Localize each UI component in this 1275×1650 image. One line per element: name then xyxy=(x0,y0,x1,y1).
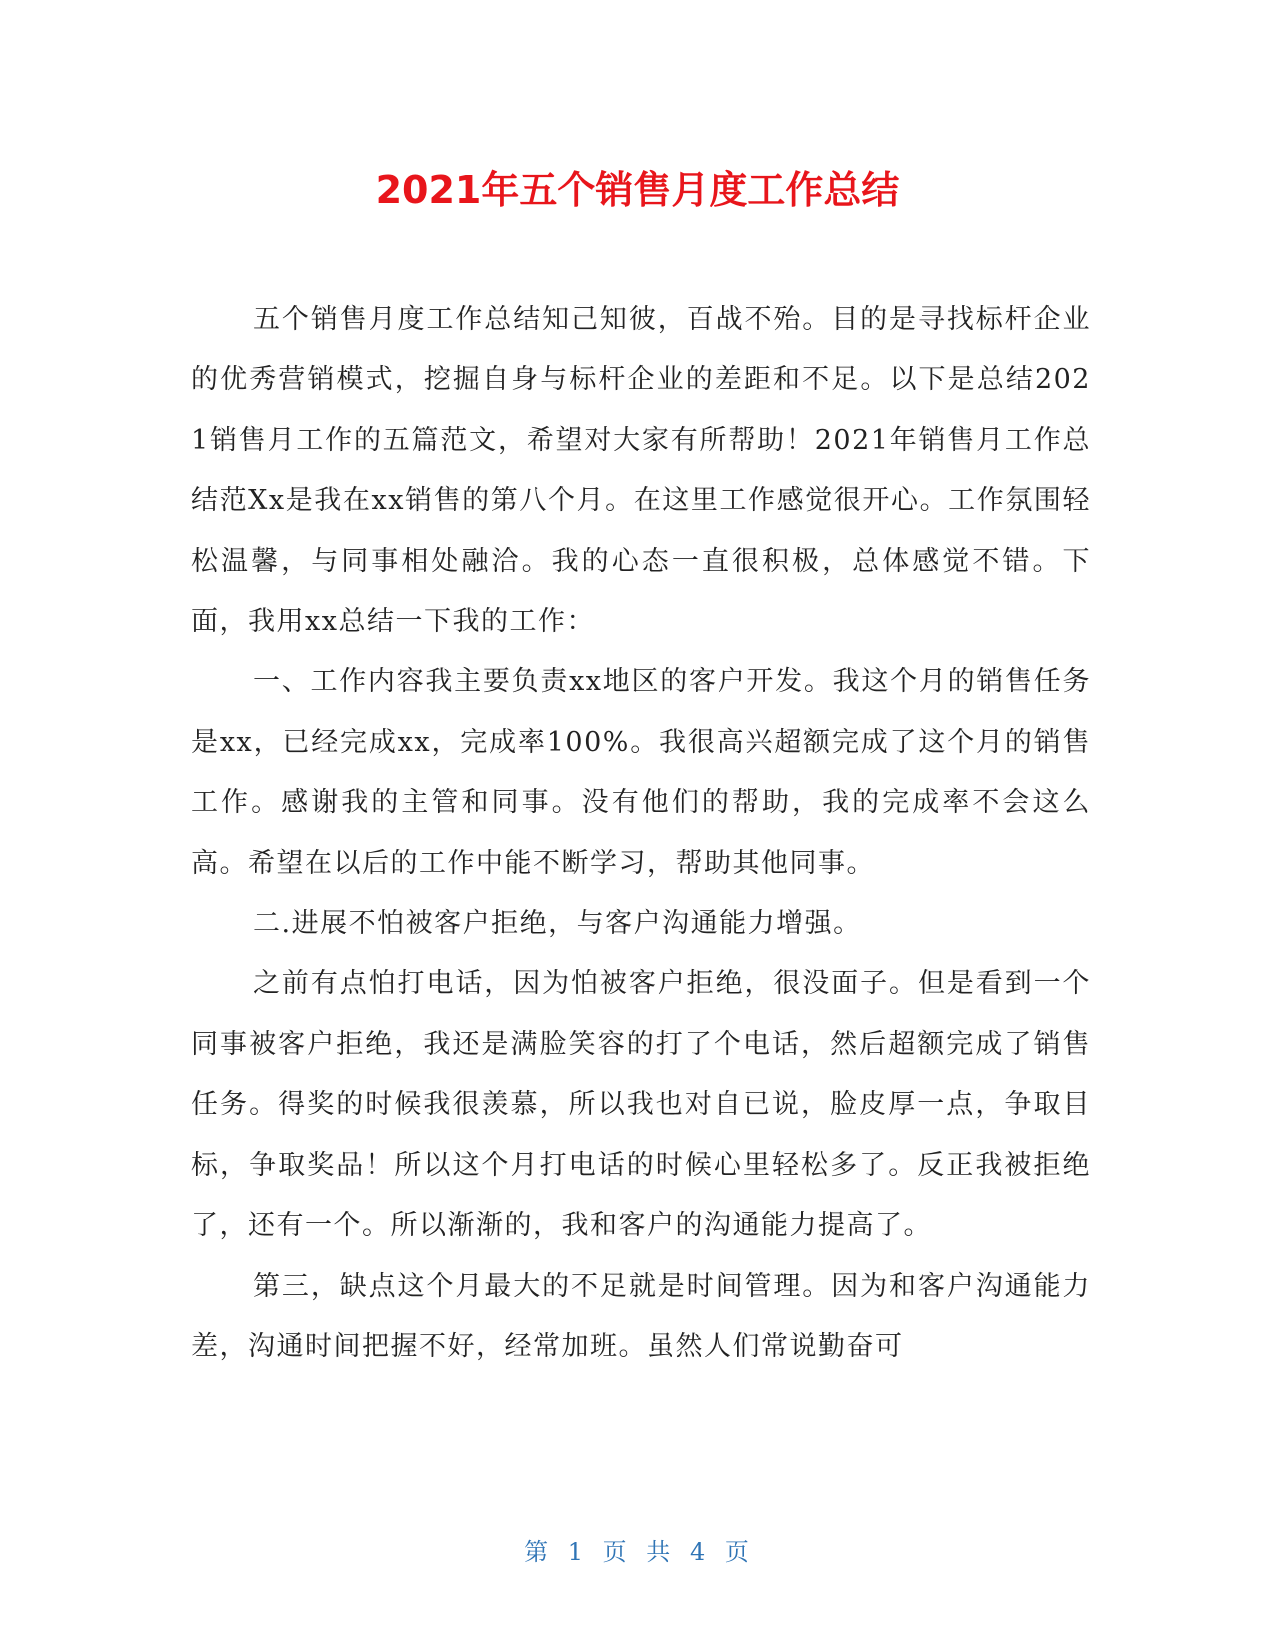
document-body xyxy=(191,290,1091,1377)
document-title: 2021年五个销售月度工作总结 xyxy=(375,168,900,212)
paragraph-progress-heading: 二.进展不怕被客户拒绝，与客户沟通能力增强。 xyxy=(253,908,862,940)
paragraph-work-content: 一、工作内容我主要负责xx地区的客户开发。我这个月的销售任务是xx，已经完成xx，完成率100%。我很高兴超额完成了这个月的销售工作。感谢我的主管和同事。没有他们的帮助，我的完成率不会这么高。希望在以后的工作中能不断学习，帮助其他同事。 xyxy=(191,666,1091,879)
paragraph-intro: 五个销售月度工作总结知己知彼，百战不殆。目的是寻找标杆企业的优秀营销模式，挖掘自身与标杆企业的差距和不足。以下是总结2021销售月工作的五篇范文，希望对大家有所帮助！2021年销售月工作总结范Xx是我在xx销售的第八个月。在这里工作感觉很开心。工作氛围轻松温馨，与同事相处融洽。我的心态一直很积极，总体感觉不错。下面，我用xx总结一下我的工作： xyxy=(191,304,1091,638)
paragraph-shortcomings: 第三，缺点这个月最大的不足就是时间管理。因为和客户沟通能力差，沟通时间把握不好，经常加班。虽然人们常说勤奋可 xyxy=(191,1270,1091,1362)
page-number-footer: 第 1 页 共 4 页 xyxy=(524,1538,751,1566)
paragraph-phone-calls: 之前有点怕打电话，因为怕被客户拒绝，很没面子。但是看到一个同事被客户拒绝，我还是满脸笑容的打了个电话，然后超额完成了销售任务。得奖的时候我很羡慕，所以我也对自已说，脸皮厚一点，争取目标，争取奖品！所以这个月打电话的时候心里轻松多了。反正我被拒绝了，还有一个。所以渐渐的，我和客户的沟通能力提高了。 xyxy=(191,968,1091,1242)
